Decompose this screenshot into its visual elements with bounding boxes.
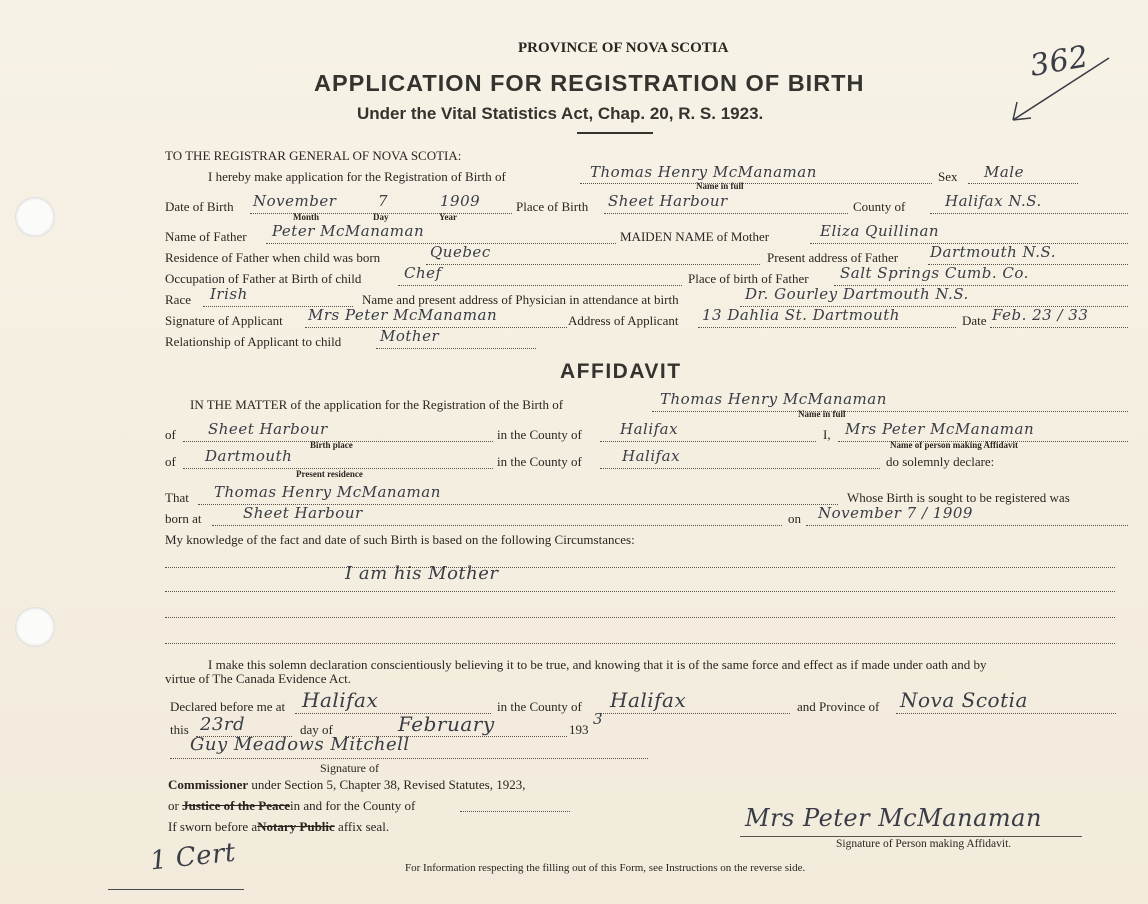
dob-day-value: 7	[378, 192, 389, 210]
affidavit-birthplace-value: Sheet Harbour	[208, 420, 328, 438]
declared-month-value: February	[398, 712, 495, 736]
applicant-address-value: 13 Dahlia St. Dartmouth	[702, 306, 900, 324]
application-date-value: Feb. 23 / 33	[992, 306, 1089, 324]
father-residence-value: Quebec	[430, 243, 491, 261]
notary-public-struck: Notary Public	[257, 819, 335, 834]
birth-place-value: Sheet Harbour	[608, 192, 728, 210]
affidavit-county1-value: Halifax	[620, 420, 679, 438]
deponent-residence-value: Dartmouth	[205, 447, 293, 465]
applicant-signature-value: Mrs Peter McManaman	[308, 306, 498, 324]
sex-value: Male	[984, 163, 1024, 181]
corner-number: 362	[1027, 39, 1092, 84]
punch-hole	[15, 197, 55, 237]
father-address-value: Dartmouth N.S.	[930, 243, 1056, 261]
declaration-text: I make this solemn declaration conscientiously believing it to be true, and knowing that it is of the same force and effect as if made under oath and by	[208, 657, 987, 672]
addressee: TO THE REGISTRAR GENERAL OF NOVA SCOTIA:	[165, 148, 462, 163]
that-name-value: Thomas Henry McManaman	[214, 483, 441, 501]
form-subtitle: Under the Vital Statistics Act, Chap. 20, R. S. 1923.	[357, 104, 764, 123]
affidavit-child-name-value: Thomas Henry McManaman	[660, 390, 887, 408]
child-name-value: Thomas Henry McManaman	[590, 163, 817, 181]
deponent-name-value: Mrs Peter McManaman	[845, 420, 1035, 438]
justice-of-peace-struck: Justice of the Peace	[182, 798, 291, 813]
physician-value: Dr. Gourley Dartmouth N.S.	[745, 285, 969, 303]
cert-underline	[108, 889, 244, 890]
mother-maiden-value: Eliza Quillinan	[820, 222, 940, 240]
declared-at-value: Halifax	[302, 688, 379, 712]
relationship-value: Mother	[380, 327, 440, 345]
declared-county-value: Halifax	[610, 688, 687, 712]
father-birthplace-value: Salt Springs Cumb. Co.	[840, 264, 1029, 282]
application-label: I hereby make application for the Registration of Birth of	[208, 169, 506, 184]
cert-note: 1 Cert	[148, 837, 238, 877]
dob-month-value: November	[253, 192, 337, 210]
county-value: Halifax N.S.	[945, 192, 1042, 210]
affidavit-county2-value: Halifax	[622, 447, 681, 465]
deponent-signature-value: Mrs Peter McManaman	[745, 804, 1042, 832]
footer-instructions: For Information respecting the filling out of this Form, see Instructions on the reverse side.	[405, 862, 806, 874]
born-at-value: Sheet Harbour	[243, 504, 363, 522]
declared-province-value: Nova Scotia	[900, 688, 1028, 712]
commissioner-signature-value: Guy Meadows Mitchell	[190, 734, 410, 755]
declared-year-value: 3	[593, 710, 604, 728]
check-arrow-icon	[1005, 52, 1117, 124]
circumstance-value: I am his Mother	[345, 563, 499, 584]
born-on-value: November 7 / 1909	[818, 504, 973, 522]
form-title: APPLICATION FOR REGISTRATION OF BIRTH	[314, 70, 865, 96]
affidavit-heading: AFFIDAVIT	[560, 360, 682, 383]
punch-hole	[15, 607, 55, 647]
dob-year-value: 1909	[440, 192, 481, 210]
father-name-value: Peter McManaman	[272, 222, 425, 240]
commissioner-label: Commissioner	[168, 777, 249, 792]
occupation-value: Chef	[404, 264, 442, 282]
declared-day-value: 23rd	[200, 714, 246, 735]
title-rule	[577, 132, 653, 134]
signature-line	[740, 836, 1082, 837]
province-heading: PROVINCE OF NOVA SCOTIA	[518, 40, 729, 56]
race-value: Irish	[210, 285, 248, 303]
birth-registration-form: PROVINCE OF NOVA SCOTIA APPLICATION FOR REGISTRATION OF BIRTH Under the Vital Statistics Act, Chap. 20, R. S. 1923. 362 TO THE REGISTRAR GENERAL OF NOVA SCOTIA: I hereby make application for the Registration of Birth of Thomas Henry McManaman Name in full Sex Male Date of Birth November 7 1909 Month Day Year Place of Birth Sheet Harbour County of Halifax N.S. Name of Father Peter McManaman MAIDEN NAME of Mother Eliza Quillinan Residence of Father when child was born Quebec Present address of Father Dartmouth N.S. Occupation of Father at Birth of child Chef Place of birth of Father Salt Springs Cumb. Co. Race Irish Name and present address of Physician in attendance at birth Dr. Gourley Dartmouth N.S. Signature of Applicant Mrs Peter McManaman Address of Applicant 13 Dahlia St. Dartmouth Date Feb. 23 / 33 Relationship of Applicant to child Mother AFFIDAVIT IN THE MATTER of the application for the Registration of the Birth of Thomas Henry McManaman Name in full of Sheet Harbour Birth place in the County of Halifax I, Mrs Peter McManaman Name of person making Affidavit of Dartmouth Present residence in the County of Halifax do solemnly declare: That Thomas Henry McManaman Whose Birth is sought to be registered was born at Sheet Harbour on November 7 / 1909 My knowledge of the fact and date of such Birth is based on the following Circumstances: I am his Mother I make this solemn declaration conscientiously believing it to be true, and knowing that it is of the same force and effect as if made under oath and by virtue of The Canada Evidence Act. Declared before me at Halifax in the County of Halifax and Province of Nova Scotia this 23rd day of February 193 3 Guy Meadows Mitchell Signature of Commissioner under Section 5, Chapter 38, Revised Statutes, 1923, or Justice of the Peacein and for the County of If sworn before aNotary Public affix seal. Mrs Peter McManaman Signature of Person making Affidavit. 1 Cert For Information respecting the filling out of this Form, see Instructions on the reverse side.	[0, 0, 1148, 904]
